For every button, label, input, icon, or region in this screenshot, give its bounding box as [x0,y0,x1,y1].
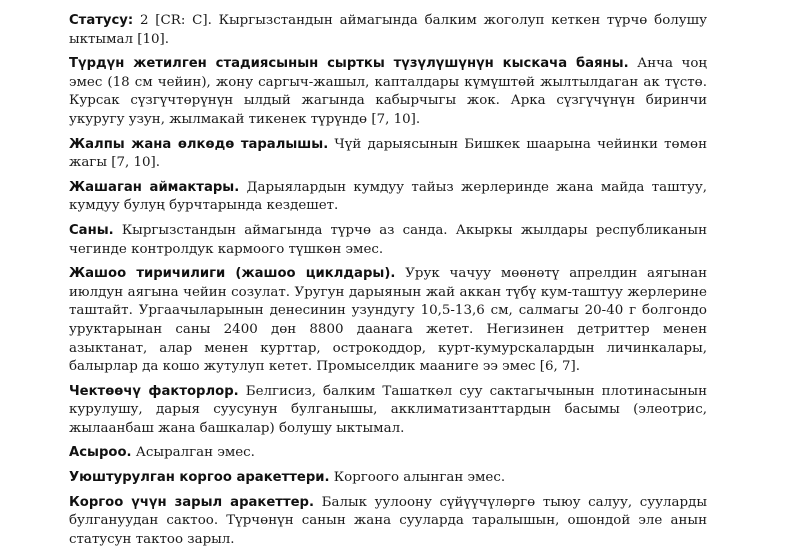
entry-distribution [69,136,707,173]
entry-distribution-term: Жалпы жана өлкөдө таралышы. [69,136,329,152]
entry-population-term: Саны. [69,222,114,238]
entry-distribution-text: Чүй дарыясынын Бишкек шаарына чейинки төмөн жагы [7, 10]. [69,136,707,171]
entry-organized-protection [69,469,707,488]
entry-population [69,222,707,259]
entry-habitat [69,179,707,216]
entry-description-term: Түрдүн жетилген стадиясынын сырткы түзүлүшүнүн кыскача баяны. [69,56,629,72]
entry-life-cycle [69,265,707,377]
entry-required-protection-term: Коргоо үчүн зарыл аракеттер. [69,494,314,510]
entry-captivity [69,444,707,463]
entry-habitat-text: Дарыялардын кумдуу тайыз жерлеринде жана майда таштуу, кумдуу булуң бурчтарында кездешет. [69,179,707,214]
entry-description-text: Анча чоң эмес (18 см чейин), жону саргыч-жашыл, капталдары күмүштөй жылтылдаган ак түстө. Курсак сүзгүчтөрүнүн ылдый жагында кабырчыгы жок. Арка сүзгүчүнүн биринчи укуругу узун, жылмакай тикенек түрүндө [7, 10]. [69,56,708,127]
entry-status-term: Статусу: [69,13,134,28]
entry-limiting-factors-text: Белгисиз, балким Ташаткөл суу сактагычынын плотинасынын курулушу, дарыя суусунун булганышы, акклиматизанттардын басымы (элеотрис, жылаанбаш жана башкалар) болушу ыктымал. [69,383,707,436]
entry-description [69,55,707,129]
entry-status-text: 2 [CR: C]. Кыргызстандын аймагында балким жоголуп кеткен түрчө болушу ыктымал [10]. [69,13,707,47]
entry-population-text: Кыргызстандын аймагында түрчө аз санда. Акыркы жылдары республиканын чегинде контролдук кармоого түшкөн эмес. [69,222,707,257]
entry-captivity-text: Асыралган эмес. [131,445,255,461]
entry-organized-protection-text: Коргоого алынган эмес. [329,470,506,486]
entry-habitat-term: Жашаган аймактары. [69,179,240,195]
entry-status [69,12,707,49]
entry-required-protection [69,494,707,549]
entry-captivity-term: Асыроо. [69,445,132,461]
entry-limiting-factors [69,383,707,439]
entry-required-protection-text: Балык уулоону сүйүүчүлөргө тыюу салуу, сууларды булгануудан сактоо. Түрчөнүн санын жана сууларда таралышын, ошондой эле анын статусун тактоо зарыл. [69,494,708,547]
entry-organized-protection-term: Уюштурулган коргоо аракеттери. [69,470,330,486]
entry-life-cycle-text: Урук чачуу мөөнөтү апрелдин аягынан июлдун аягына чейин созулат. Уругун дарыянын жай аккан түбү кум-таштуу жерлерине таштайт. Ургаачыларынын денесинин узундугу 10,5-13,6 см, салмагы 20-40 г болгондо уруктарынан саны 2400 дөн 8800 даанага жетет. Негизинен детриттер менен азыктанат, алар менен курттар, острокоддор, курт-кумурскалардын личинкалары, балырлар да кошо жутулуп кетет. Промыселдик мааниге ээ эмес [6, 7]. [69,266,707,375]
entry-limiting-factors-term: Чектөөчү факторлор. [69,383,239,399]
entry-life-cycle-term: Жашоо тиричилиги (жашоо циклдары). [69,266,396,282]
